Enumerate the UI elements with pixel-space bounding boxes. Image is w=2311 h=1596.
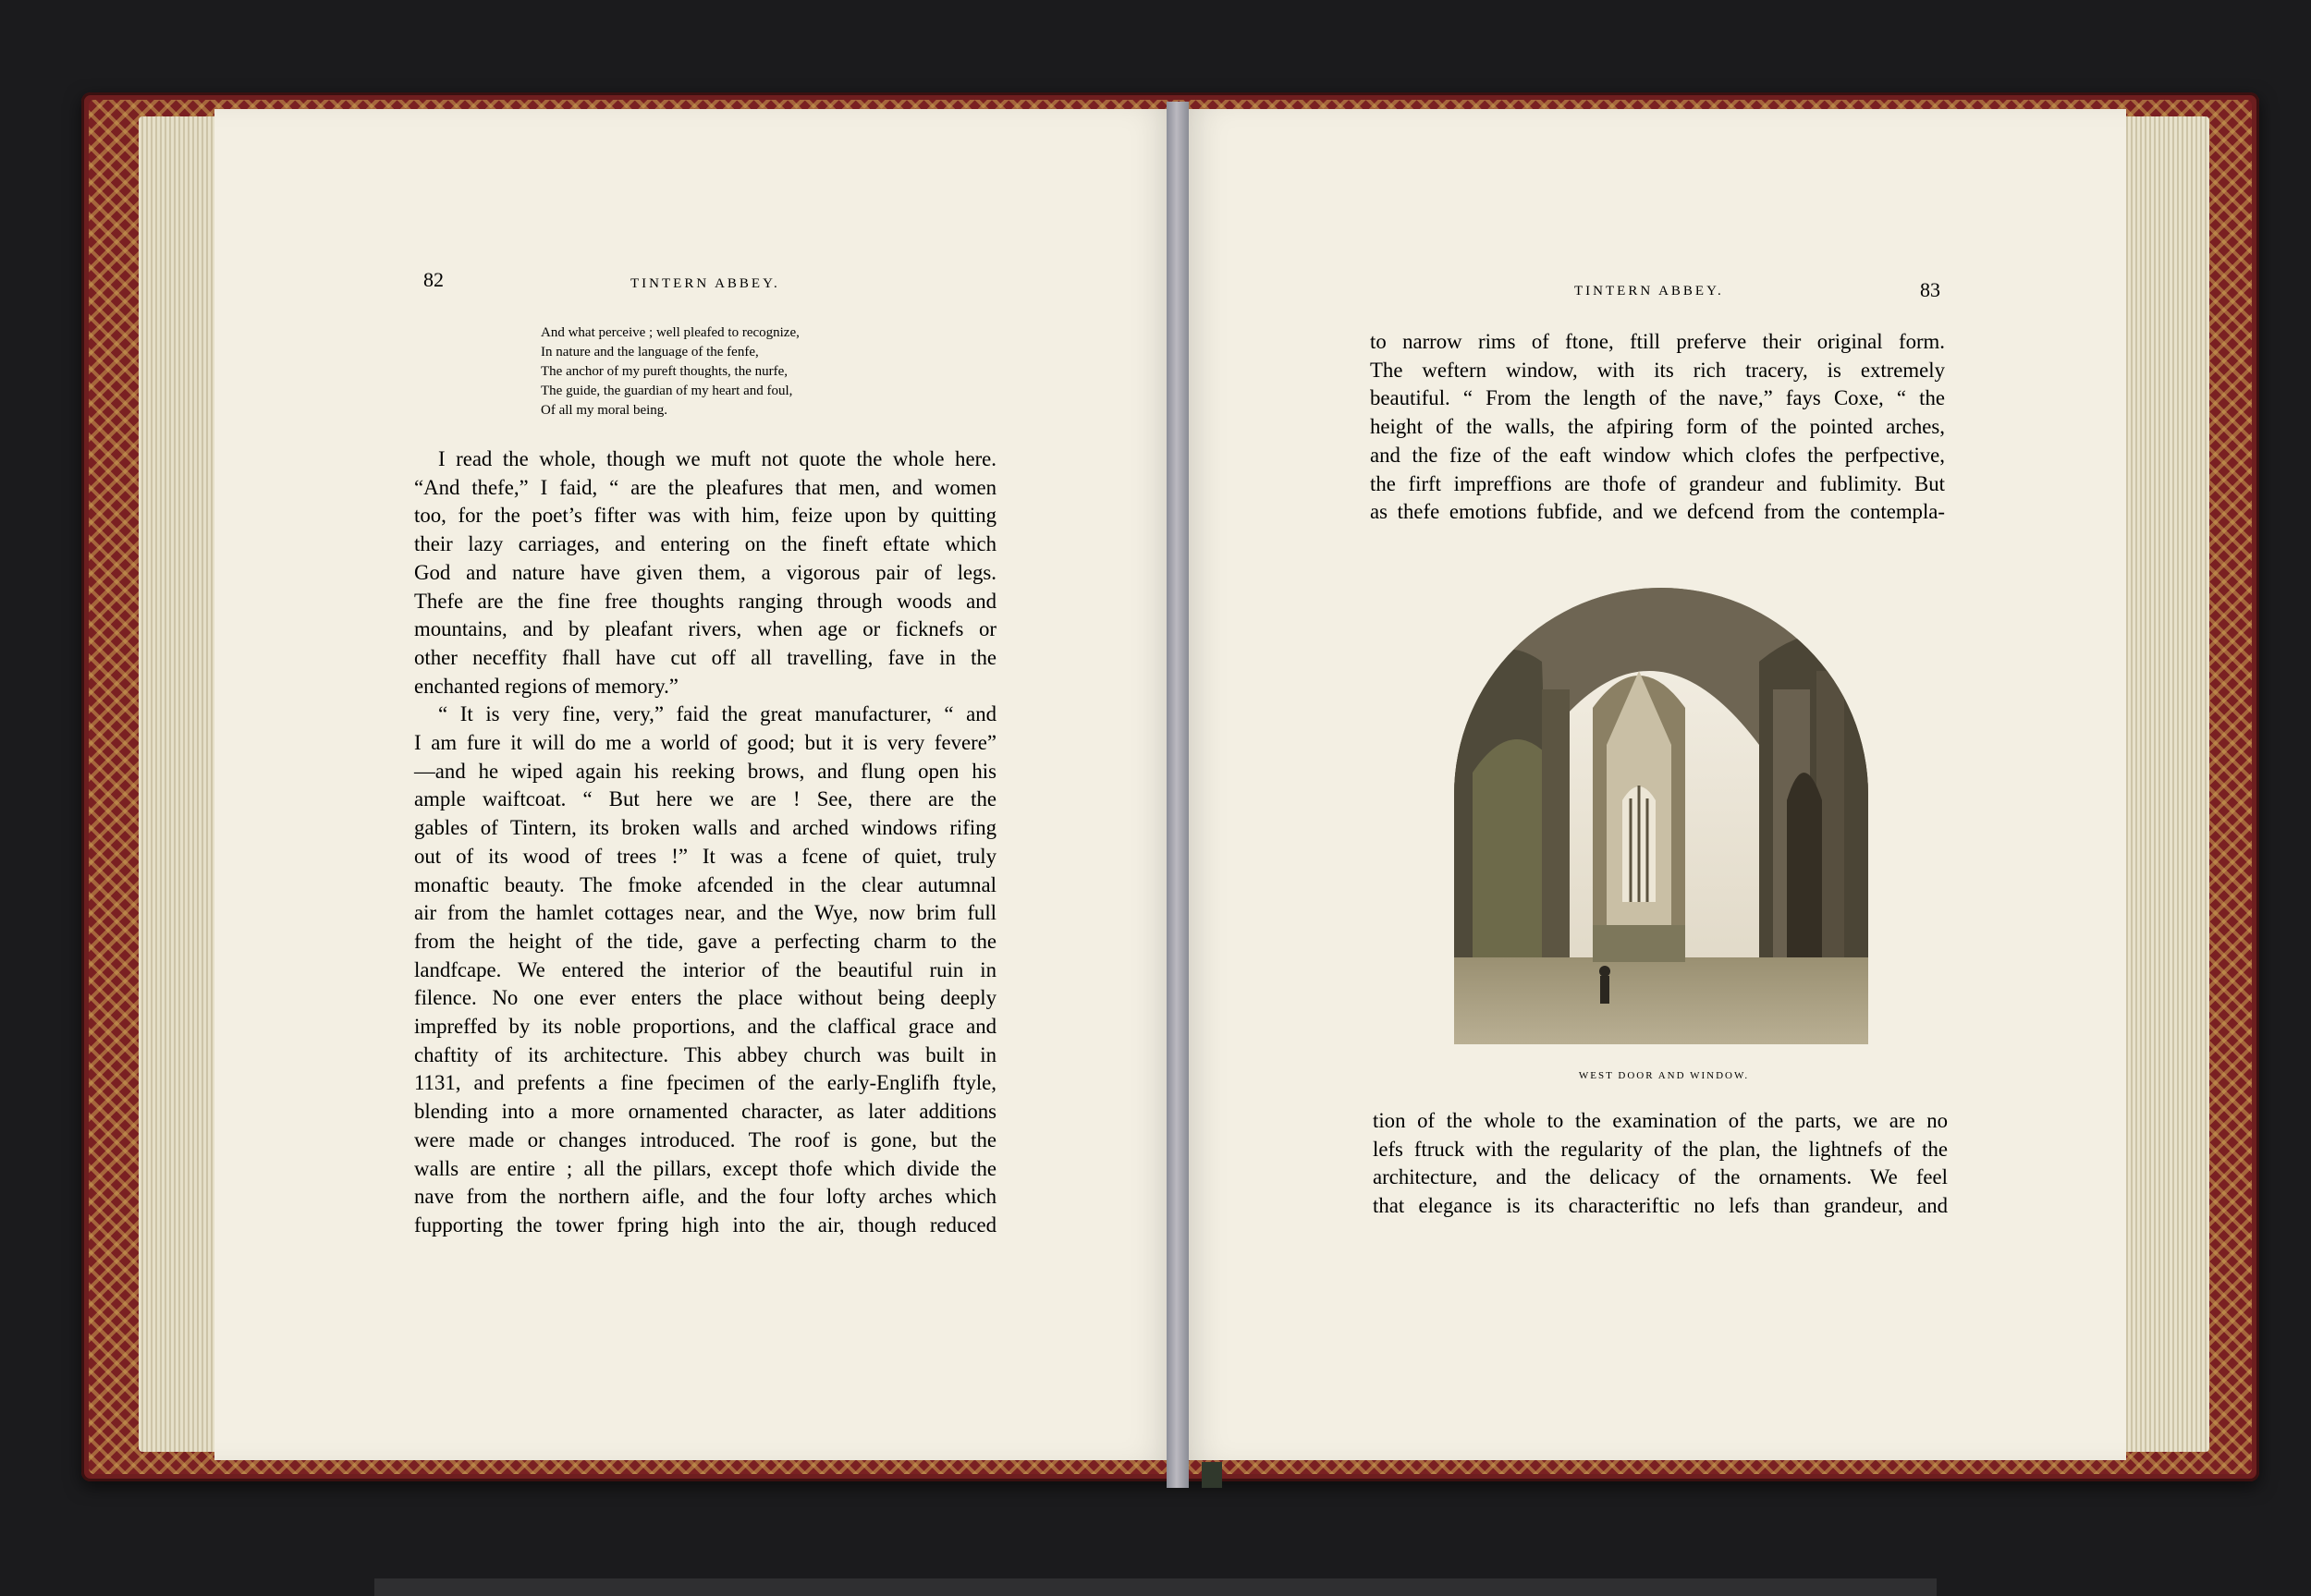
right-body-text-top [1370, 328, 1945, 527]
text-line: out of its wood of trees !” It was a fcene of quiet, truly [414, 844, 997, 868]
text-line: and the fize of the eaft window which clofes the perfpective, [1370, 443, 1945, 467]
text-line: fupporting the tower fpring high into the air, though reduced [414, 1212, 997, 1237]
text-line: filence. No one ever enters the place without being deeply [414, 986, 997, 1010]
text-line: I am fure it will do me a world of good; but it is very fevere” [414, 731, 997, 755]
page-number-right: 83 [1920, 278, 1940, 301]
text-line: height of the walls, the afpiring form of the pointed arches, [1370, 415, 1945, 439]
text-line: beautiful. “ From the length of the nave,” fays Coxe, “ the [1370, 386, 1945, 410]
text-line: were made or changes introduced. The roof is gone, but the [414, 1127, 997, 1151]
text-line: enchanted regions of memory.” [414, 674, 679, 698]
poem-line: The anchor of my pureft thoughts, the nurfe, [541, 364, 789, 379]
left-body-text [414, 445, 997, 1240]
text-line: God and nature have given them, a vigorous pair of legs. [414, 560, 997, 584]
text-line: impreffed by its noble proportions, and the claffical grace and [414, 1015, 997, 1039]
text-line: their lazy carriages, and entering on the fineft eftate which [414, 532, 997, 556]
text-line: walls are entire ; all the pillars, except thofe which divide the [414, 1156, 997, 1180]
poem-line: Of all my moral being. [541, 403, 668, 418]
text-line: air from the hamlet cottages near, and the Wye, now brim full [414, 901, 997, 925]
text-line: gables of Tintern, its broken walls and arched windows rifing [414, 816, 997, 840]
table-edge [374, 1578, 1937, 1596]
book-gutter [1167, 102, 1189, 1488]
text-line: other neceffity fhall have cut off all travelling, fave in the [414, 645, 997, 669]
text-line: mountains, and by pleafant rivers, when age or ficknefs or [414, 617, 997, 641]
page-edges-right [2117, 116, 2209, 1452]
running-head-left: TINTERN ABBEY. [630, 276, 780, 291]
text-line: ample waiftcoat. “ But here we are ! See, there are the [414, 787, 997, 811]
right-body-text-bottom [1373, 1107, 1948, 1221]
text-line: chaftity of its architecture. This abbey church was built in [414, 1042, 997, 1066]
text-line: lefs ftruck with the regularity of the plan, the lightnefs of the [1373, 1137, 1948, 1161]
plate-caption: WEST DOOR AND WINDOW. [1578, 1070, 1750, 1081]
text-line: architecture, and the delicacy of the ornaments. We feel [1373, 1165, 1948, 1189]
text-line: monaftic beauty. The fmoke afcended in the clear autumnal [414, 872, 997, 896]
page-edges-left [139, 116, 224, 1452]
text-line: “And thefe,” I faid, “ are the pleafures that men, and women [414, 475, 997, 499]
text-line: Thefe are the fine free thoughts ranging through woods and [414, 589, 997, 613]
text-line: that elegance is its characteriftic no lefs than grandeur, and [1373, 1194, 1948, 1218]
text-line: as thefe emotions fubfide, and we defcend from the contempla- [1370, 500, 1945, 524]
text-line: “ It is very fine, very,” faid the great manufacturer, “ and [438, 702, 997, 726]
text-line: tion of the whole to the examination of the parts, we are no [1373, 1109, 1948, 1132]
text-line: to narrow rims of ftone, ftill preferve their original form. [1370, 330, 1945, 353]
text-line: blending into a more ornamented character, as later additions [414, 1100, 997, 1124]
text-line: landfcape. We entered the interior of the beautiful ruin in [414, 957, 997, 981]
abbey-photograph [1454, 588, 1868, 1044]
text-line: The weftern window, with its rich tracery, is extremely [1370, 358, 1945, 382]
text-line: too, for the poet’s fifter was with him, feize upon by quitting [414, 504, 997, 528]
text-line: the firft impreffions are thofe of grandeur and fublimity. But [1370, 471, 1945, 495]
text-line: —and he wiped again his reeking brows, and flung open his [414, 759, 997, 783]
running-head-right: TINTERN ABBEY. [1574, 284, 1724, 298]
poem-line: In nature and the language of the fenfe, [541, 345, 759, 359]
poem-line: The guide, the guardian of my heart and foul, [541, 384, 793, 398]
poem-line: And what perceive ; well pleafed to recognize, [541, 325, 800, 340]
text-line: I read the whole, though we muft not quote the whole here. [438, 447, 997, 470]
text-line: nave from the northern aifle, and the four lofty arches which [414, 1185, 997, 1209]
bookmark-ribbon [1202, 1462, 1222, 1488]
page-number-left: 82 [423, 268, 444, 291]
text-line: from the height of the tide, gave a perfecting charm to the [414, 929, 997, 953]
poem-quote [541, 323, 800, 420]
text-line: 1131, and prefents a fine fpecimen of the early-Englifh ftyle, [414, 1071, 997, 1095]
